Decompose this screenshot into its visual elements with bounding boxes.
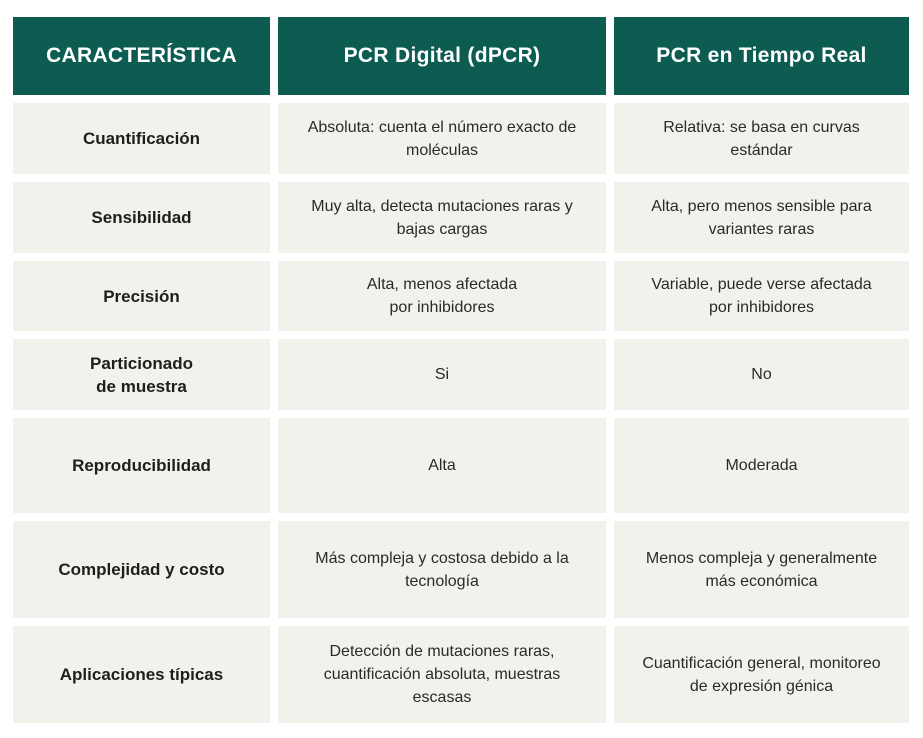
row-qpcr-value: Menos compleja y generalmente más económica <box>614 521 909 618</box>
row-feature: Particionado de muestra <box>13 339 270 410</box>
row-qpcr-value: Relativa: se basa en curvas estándar <box>614 103 909 174</box>
header-pcr-tiempo-real: PCR en Tiempo Real <box>614 17 909 95</box>
row-feature: Cuantificación <box>13 103 270 174</box>
row-dpcr-value: Alta, menos afectada por inhibidores <box>278 261 606 331</box>
header-caracteristica: CARACTERÍSTICA <box>13 17 270 95</box>
row-qpcr-value: No <box>614 339 909 410</box>
row-dpcr-value: Muy alta, detecta mutaciones raras y bajas cargas <box>278 182 606 253</box>
row-feature: Complejidad y costo <box>13 521 270 618</box>
row-dpcr-value: Si <box>278 339 606 410</box>
header-pcr-digital: PCR Digital (dPCR) <box>278 17 606 95</box>
row-dpcr-value: Detección de mutaciones raras, cuantificación absoluta, muestras escasas <box>278 626 606 723</box>
row-feature: Sensibilidad <box>13 182 270 253</box>
row-qpcr-value: Moderada <box>614 418 909 513</box>
row-feature: Reproducibilidad <box>13 418 270 513</box>
row-qpcr-value: Cuantificación general, monitoreo de expresión génica <box>614 626 909 723</box>
row-qpcr-value: Variable, puede verse afectada por inhibidores <box>614 261 909 331</box>
row-feature: Precisión <box>13 261 270 331</box>
row-dpcr-value: Más compleja y costosa debido a la tecnología <box>278 521 606 618</box>
row-dpcr-value: Absoluta: cuenta el número exacto de moléculas <box>278 103 606 174</box>
row-dpcr-value: Alta <box>278 418 606 513</box>
row-qpcr-value: Alta, pero menos sensible para variantes raras <box>614 182 909 253</box>
row-feature: Aplicaciones típicas <box>13 626 270 723</box>
